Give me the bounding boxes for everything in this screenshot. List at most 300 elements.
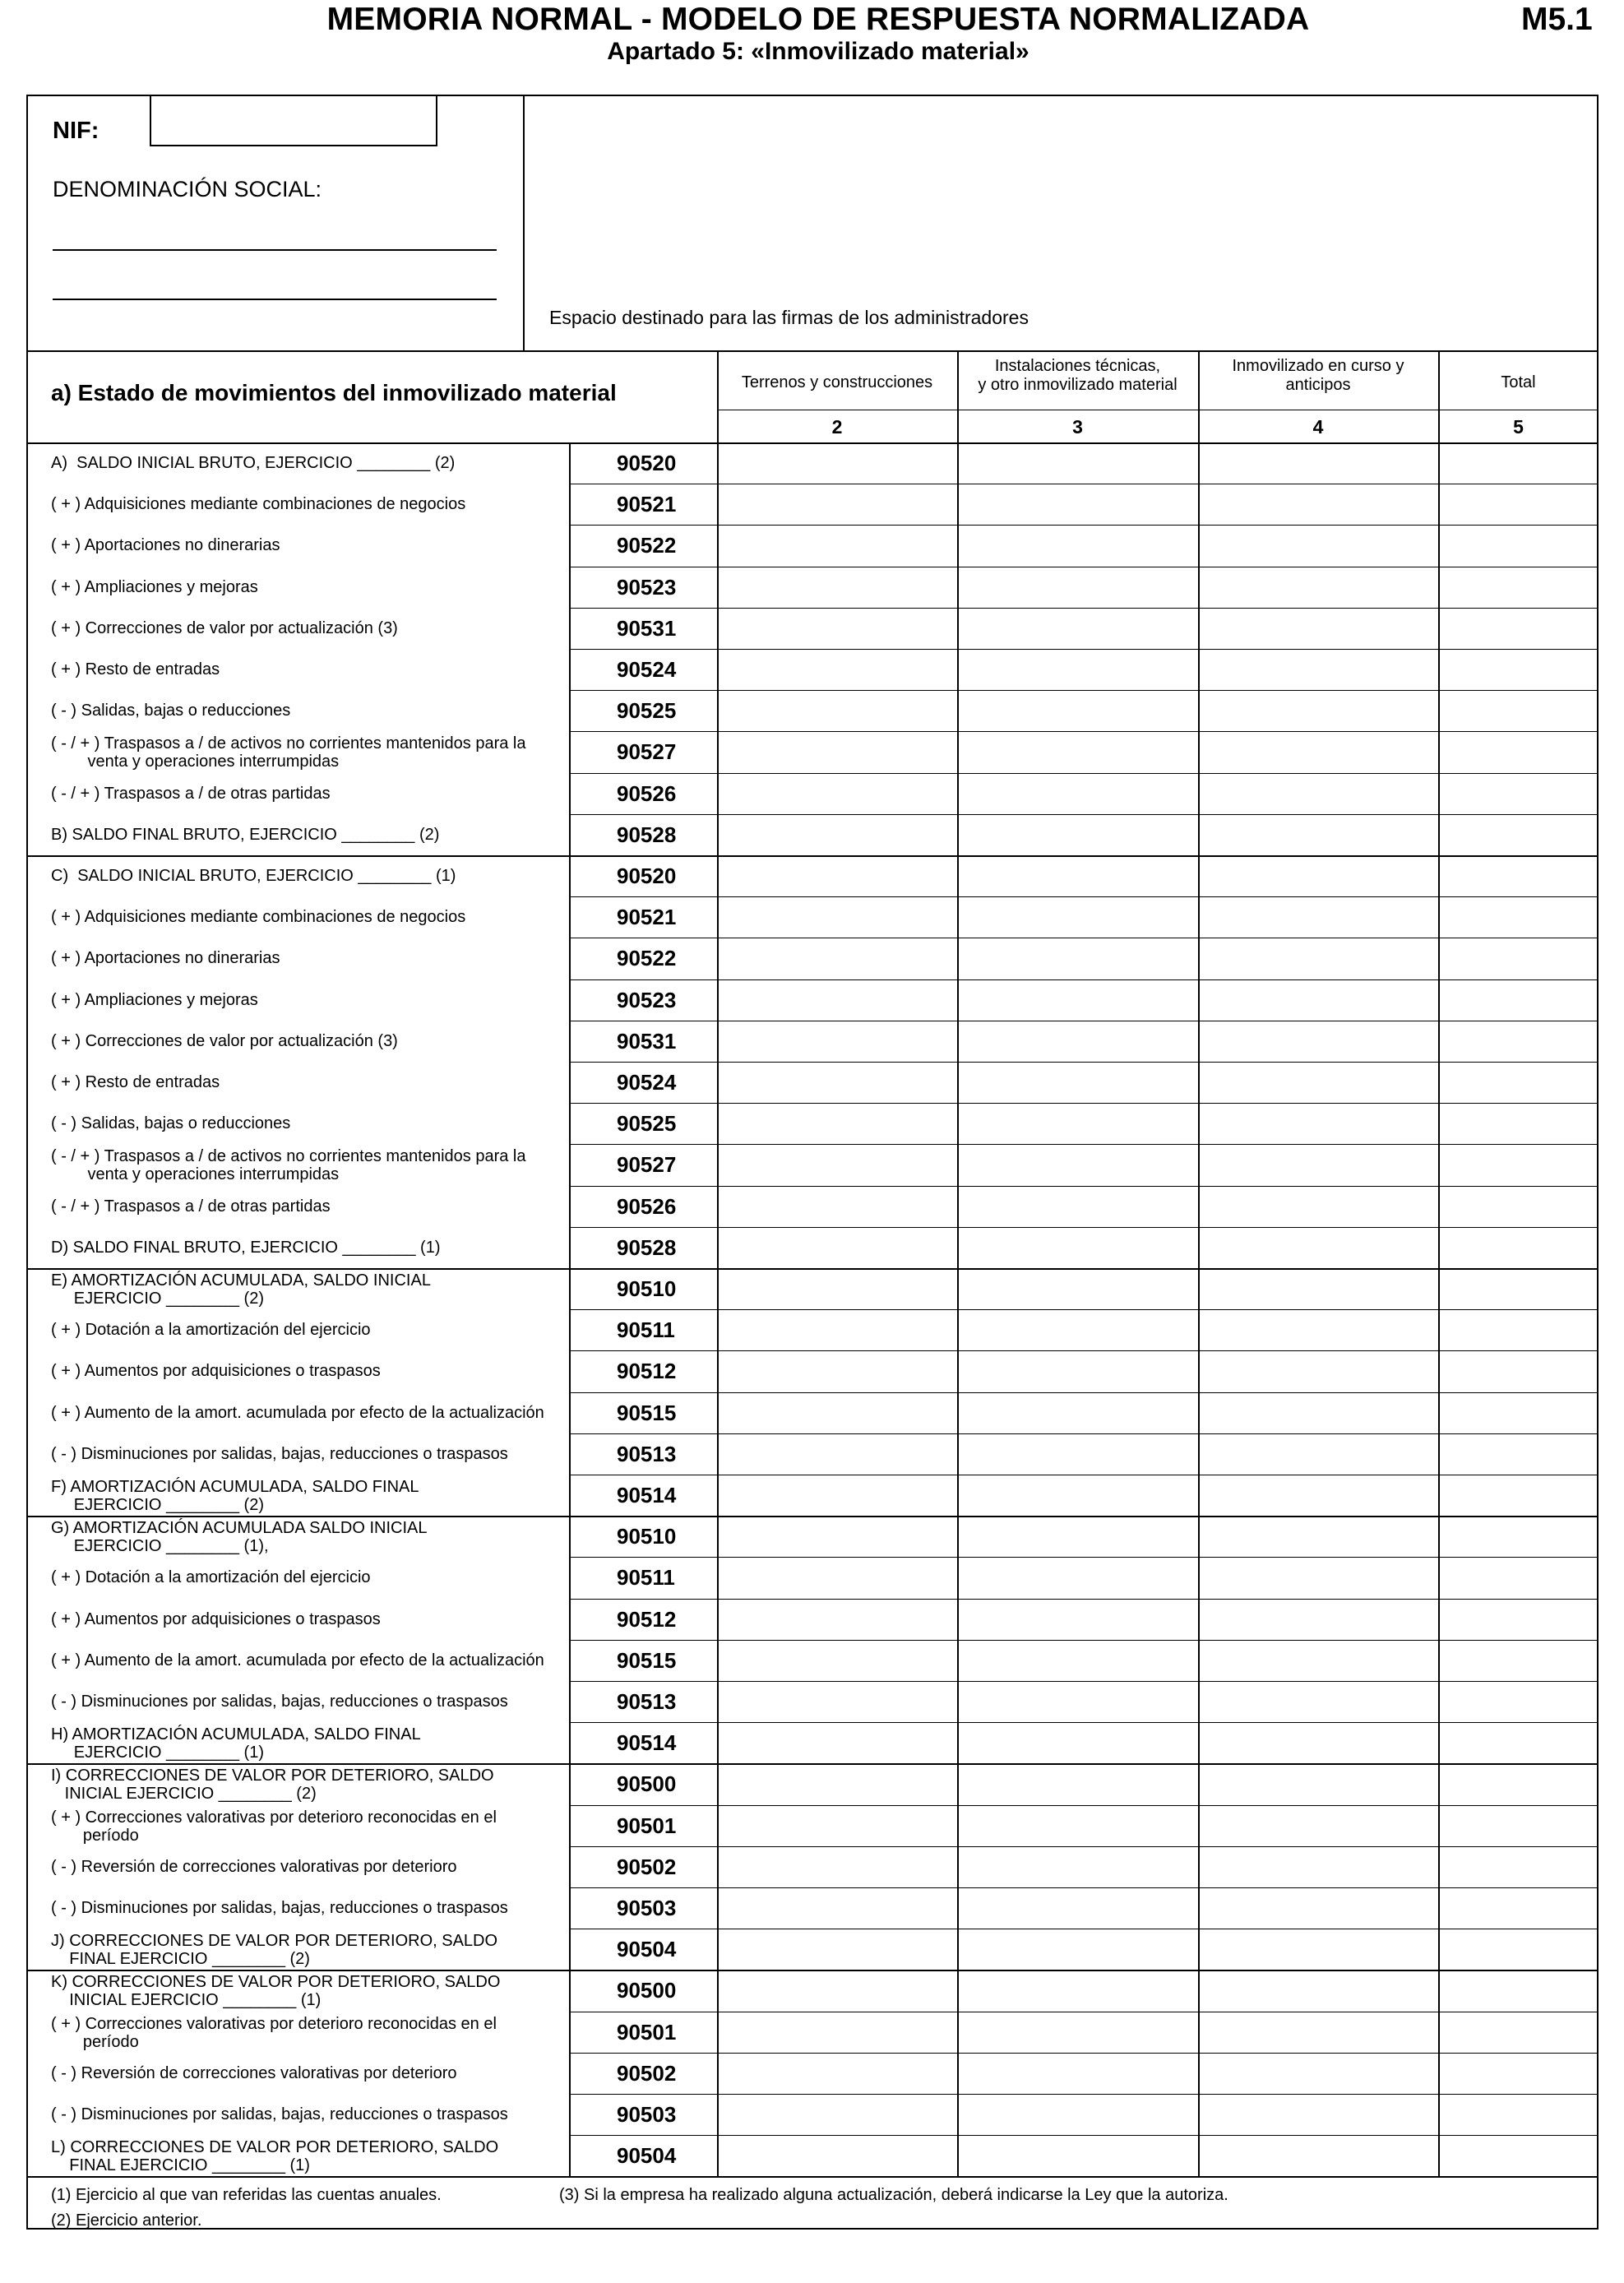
row-label: ( - ) Salidas, bajas o reducciones <box>51 702 291 720</box>
column-header: Terrenos y construcciones <box>741 373 933 391</box>
row-divider <box>569 1309 1599 1310</box>
row-code: 90514 <box>617 1730 677 1756</box>
value-cell[interactable] <box>959 1435 1196 1473</box>
footnote-1: (1) Ejercicio al que van referidas las cuentas anuales. <box>51 2186 442 2204</box>
value-cell[interactable] <box>1440 1807 1597 1845</box>
row-code: 90523 <box>617 987 677 1012</box>
row-code: 90515 <box>617 1400 677 1425</box>
value-cell[interactable] <box>959 733 1196 771</box>
value-cell[interactable] <box>1440 1022 1597 1060</box>
value-cell[interactable] <box>719 1807 955 1845</box>
row-divider <box>569 1144 1599 1145</box>
value-cell[interactable] <box>1200 1642 1437 1679</box>
value-cell[interactable] <box>959 981 1196 1019</box>
row-code: 90526 <box>617 780 677 806</box>
value-cell[interactable] <box>1200 1188 1437 1225</box>
value-cell[interactable] <box>959 857 1196 895</box>
value-cell[interactable] <box>1200 1104 1437 1142</box>
value-cell[interactable] <box>1440 692 1597 729</box>
value-cell[interactable] <box>1440 485 1597 523</box>
footnote-3: (3) Si la empresa ha realizado alguna actualización, deberá indicarse la Ley que la autoriza. <box>559 2186 1228 2204</box>
value-cell[interactable] <box>1200 1889 1437 1927</box>
row-label: ( + ) Aumentos por adquisiciones o traspasos <box>51 1609 381 1628</box>
value-cell[interactable] <box>1200 1022 1437 1060</box>
value-cell[interactable] <box>1200 1435 1437 1473</box>
row-label: ( + ) Correcciones valorativas por deterioro reconocidas en el período <box>51 1808 497 1845</box>
row-code: 90520 <box>617 864 677 888</box>
value-cell[interactable] <box>1200 816 1437 854</box>
value-cell[interactable] <box>1440 1848 1597 1886</box>
value-cell[interactable] <box>1440 1683 1597 1720</box>
value-cell[interactable] <box>959 816 1196 854</box>
value-cell[interactable] <box>959 939 1196 977</box>
value-cell[interactable] <box>1200 1517 1437 1555</box>
row-label: L) CORRECCIONES DE VALOR POR DETERIORO, SALDO FINAL EJERCICIO ________ (1) <box>51 2138 499 2175</box>
value-cell[interactable] <box>959 2013 1196 2051</box>
table-bottom <box>26 2176 1599 2178</box>
denominacion-line-2[interactable] <box>53 299 497 300</box>
column-header: Total <box>1501 373 1536 391</box>
value-cell[interactable] <box>1440 939 1597 977</box>
value-cell[interactable] <box>1440 609 1597 647</box>
value-cell[interactable] <box>1200 898 1437 936</box>
value-cell[interactable] <box>1200 1765 1437 1803</box>
row-divider <box>569 814 1599 815</box>
row-label: C) SALDO INICIAL BRUTO, EJERCICIO ________ (1) <box>51 867 456 885</box>
value-cell[interactable] <box>959 1270 1196 1308</box>
value-cell[interactable] <box>719 1476 955 1514</box>
value-cell[interactable] <box>959 1517 1196 1555</box>
value-cell[interactable] <box>1440 1724 1597 1762</box>
value-cell[interactable] <box>1200 775 1437 813</box>
row-label: ( + ) Correcciones de valor por actualización (3) <box>51 618 398 637</box>
row-code: 90527 <box>617 739 677 765</box>
column-header: Instalaciones técnicas, y otro inmovilizado material <box>978 357 1178 394</box>
form-header <box>0 0 1624 65</box>
value-cell[interactable] <box>1200 485 1437 523</box>
value-cell[interactable] <box>1200 2013 1437 2051</box>
nif-label: NIF: <box>53 118 99 144</box>
form-code: M5.1 <box>1521 2 1593 37</box>
row-label: ( + ) Aumento de la amort. acumulada por efecto de la actualización <box>51 1651 544 1669</box>
row-code: 90510 <box>617 1524 677 1549</box>
value-cell[interactable] <box>719 733 955 771</box>
value-cell[interactable] <box>1200 568 1437 606</box>
value-cell[interactable] <box>1200 1229 1437 1267</box>
value-cell[interactable] <box>1200 981 1437 1019</box>
value-cell[interactable] <box>1200 1724 1437 1762</box>
value-cell[interactable] <box>959 1104 1196 1142</box>
row-code: 90501 <box>617 2019 677 2045</box>
value-cell[interactable] <box>959 1063 1196 1101</box>
value-cell[interactable] <box>1440 526 1597 564</box>
row-label: ( + ) Resto de entradas <box>51 1073 220 1091</box>
denominacion-line-1[interactable] <box>53 249 497 251</box>
value-cell[interactable] <box>719 1311 955 1349</box>
value-cell[interactable] <box>959 1352 1196 1390</box>
value-cell[interactable] <box>1440 568 1597 606</box>
footnote-2: (2) Ejercicio anterior. <box>51 2211 202 2230</box>
value-cell[interactable] <box>959 568 1196 606</box>
row-label: ( - / + ) Traspasos a / de activos no corrientes mantenidos para la venta y operaciones interrumpidas <box>51 1147 526 1184</box>
row-label: ( + ) Ampliaciones y mejoras <box>51 577 258 596</box>
value-cell[interactable] <box>1440 2095 1597 2133</box>
value-cell[interactable] <box>1440 1476 1597 1514</box>
value-cell[interactable] <box>959 2054 1196 2092</box>
value-cell[interactable] <box>1200 609 1437 647</box>
value-cell[interactable] <box>719 2013 955 2051</box>
row-code: 90515 <box>617 1647 677 1673</box>
value-cell[interactable] <box>1440 651 1597 688</box>
identification-panel <box>26 95 525 352</box>
value-cell[interactable] <box>719 1022 955 1060</box>
value-cell[interactable] <box>719 1889 955 1927</box>
value-cell[interactable] <box>719 1971 955 2009</box>
value-cell[interactable] <box>959 1724 1196 1762</box>
row-label: ( - ) Disminuciones por salidas, bajas, reducciones o traspasos <box>51 2105 508 2123</box>
value-cell[interactable] <box>1440 1311 1597 1349</box>
value-cell[interactable] <box>959 1600 1196 1638</box>
row-label: G) AMORTIZACIÓN ACUMULADA SALDO INICIAL EJERCICIO ________ (1), <box>51 1519 428 1556</box>
column-header: Inmovilizado en curso y anticipos <box>1232 357 1404 394</box>
row-label: D) SALDO FINAL BRUTO, EJERCICIO ________ (1) <box>51 1238 441 1257</box>
value-cell[interactable] <box>719 816 955 854</box>
row-code: 90523 <box>617 574 677 600</box>
row-divider <box>569 1227 1599 1228</box>
column-number: 5 <box>1513 416 1524 438</box>
row-label: ( + ) Dotación a la amortización del ejercicio <box>51 1568 371 1587</box>
value-cell[interactable] <box>1440 1558 1597 1596</box>
value-cell[interactable] <box>1440 816 1597 854</box>
column-number: 4 <box>1312 416 1324 438</box>
row-label: ( + ) Adquisiciones mediante combinaciones de negocios <box>51 908 466 927</box>
column-number: 3 <box>1072 416 1083 438</box>
row-label: ( - ) Disminuciones por salidas, bajas, reducciones o traspasos <box>51 1444 508 1463</box>
value-cell[interactable] <box>959 1311 1196 1349</box>
row-label: H) AMORTIZACIÓN ACUMULADA, SALDO FINAL EJERCICIO ________ (1) <box>51 1725 421 1762</box>
value-cell[interactable] <box>1200 1311 1437 1349</box>
value-cell[interactable] <box>1440 2054 1597 2092</box>
value-cell[interactable] <box>1200 1683 1437 1720</box>
value-cell[interactable] <box>1440 1517 1597 1555</box>
value-cell[interactable] <box>719 1352 955 1390</box>
value-cell[interactable] <box>1440 1188 1597 1225</box>
value-cell[interactable] <box>719 1104 955 1142</box>
value-cell[interactable] <box>1200 692 1437 729</box>
value-cell[interactable] <box>719 1642 955 1679</box>
value-cell[interactable] <box>1200 2054 1437 2092</box>
value-cell[interactable] <box>959 1765 1196 1803</box>
value-cell[interactable] <box>1200 1807 1437 1845</box>
value-cell[interactable] <box>1200 939 1437 977</box>
value-cell[interactable] <box>1440 1270 1597 1308</box>
value-cell[interactable] <box>1200 1352 1437 1390</box>
value-cell[interactable] <box>1200 1930 1437 1968</box>
value-cell[interactable] <box>1440 981 1597 1019</box>
value-cell[interactable] <box>1200 651 1437 688</box>
form-title: MEMORIA NORMAL - MODELO DE RESPUESTA NORMALIZADA <box>326 2 1310 37</box>
value-cell[interactable] <box>959 1394 1196 1432</box>
row-code: 90502 <box>617 1854 677 1879</box>
value-cell[interactable] <box>1440 1600 1597 1638</box>
row-code: 90512 <box>617 1606 677 1632</box>
value-cell[interactable] <box>719 939 955 977</box>
row-divider <box>569 1805 1599 1806</box>
row-code: 90513 <box>617 1689 677 1714</box>
row-code: 90511 <box>617 1565 675 1591</box>
value-cell[interactable] <box>959 651 1196 688</box>
value-cell[interactable] <box>1200 857 1437 895</box>
signature-panel[interactable] <box>525 95 1599 352</box>
row-code: 90502 <box>617 2060 677 2086</box>
value-cell[interactable] <box>959 1971 1196 2009</box>
value-cell[interactable] <box>1200 1971 1437 2009</box>
row-code: 90528 <box>617 1234 677 1260</box>
value-cell[interactable] <box>959 1022 1196 1060</box>
value-cell[interactable] <box>719 1930 955 1968</box>
value-cell[interactable] <box>1200 444 1437 482</box>
value-cell[interactable] <box>959 1558 1196 1596</box>
row-divider <box>569 1062 1599 1063</box>
row-code: 90524 <box>617 657 677 682</box>
row-code: 90521 <box>617 492 677 517</box>
value-cell[interactable] <box>719 1063 955 1101</box>
row-label: ( + ) Aumento de la amort. acumulada por efecto de la actualización <box>51 1403 544 1422</box>
row-code: 90501 <box>617 1813 677 1838</box>
value-cell[interactable] <box>1440 1642 1597 1679</box>
value-cell[interactable] <box>1440 1435 1597 1473</box>
row-divider <box>569 690 1599 691</box>
value-cell[interactable] <box>1440 898 1597 936</box>
row-divider <box>569 2094 1599 2095</box>
value-cell[interactable] <box>959 444 1196 482</box>
row-divider <box>569 1186 1599 1187</box>
value-cell[interactable] <box>1200 1600 1437 1638</box>
row-label: ( - / + ) Traspasos a / de otras partidas <box>51 1197 331 1216</box>
row-code: 90531 <box>617 1028 677 1054</box>
value-cell[interactable] <box>1440 1394 1597 1432</box>
value-cell[interactable] <box>959 2095 1196 2133</box>
value-cell[interactable] <box>1440 1229 1597 1267</box>
row-label: ( + ) Adquisiciones mediante combinaciones de negocios <box>51 495 466 514</box>
row-code: 90525 <box>617 698 677 724</box>
row-label: ( - ) Reversión de correcciones valorativas por deterioro <box>51 1857 457 1876</box>
row-code: 90504 <box>617 1937 677 1962</box>
row-divider <box>569 1103 1599 1104</box>
row-code: 90503 <box>617 1896 677 1920</box>
row-label: A) SALDO INICIAL BRUTO, EJERCICIO ________ (2) <box>51 454 456 472</box>
value-cell[interactable] <box>1200 733 1437 771</box>
row-divider <box>569 773 1599 774</box>
value-cell[interactable] <box>1200 1146 1437 1183</box>
value-cell[interactable] <box>1440 1146 1597 1183</box>
row-label: ( - ) Reversión de correcciones valorativas por deterioro <box>51 2063 457 2082</box>
row-code: 90528 <box>617 822 677 847</box>
row-label: ( + ) Aumentos por adquisiciones o traspasos <box>51 1362 381 1381</box>
value-cell[interactable] <box>1200 1476 1437 1514</box>
row-label: ( + ) Aportaciones no dinerarias <box>51 949 280 968</box>
value-cell[interactable] <box>959 1188 1196 1225</box>
value-cell[interactable] <box>1200 1394 1437 1432</box>
row-code: 90510 <box>617 1276 677 1301</box>
value-cell[interactable] <box>1440 1765 1597 1803</box>
value-cell[interactable] <box>1440 1352 1597 1390</box>
value-cell[interactable] <box>959 775 1196 813</box>
value-cell[interactable] <box>719 1765 955 1803</box>
value-cell[interactable] <box>719 568 955 606</box>
value-cell[interactable] <box>719 1724 955 1762</box>
row-code: 90526 <box>617 1193 677 1219</box>
value-cell[interactable] <box>1440 857 1597 895</box>
value-cell[interactable] <box>1440 1063 1597 1101</box>
row-code: 90520 <box>617 451 677 475</box>
value-cell[interactable] <box>959 692 1196 729</box>
value-cell[interactable] <box>1200 2137 1437 2174</box>
value-cell[interactable] <box>959 1889 1196 1927</box>
row-code: 90512 <box>617 1359 677 1384</box>
row-code: 90514 <box>617 1483 677 1507</box>
row-label: B) SALDO FINAL BRUTO, EJERCICIO ________ (2) <box>51 825 440 844</box>
row-divider <box>569 608 1599 609</box>
row-code: 90531 <box>617 615 677 641</box>
value-cell[interactable] <box>1200 526 1437 564</box>
row-divider <box>569 1887 1599 1888</box>
row-divider <box>569 731 1599 732</box>
row-label: ( - ) Salidas, bajas o reducciones <box>51 1114 291 1133</box>
row-divider <box>569 1433 1599 1434</box>
value-cell[interactable] <box>1200 1063 1437 1101</box>
value-cell[interactable] <box>719 1394 955 1432</box>
value-cell[interactable] <box>1440 1104 1597 1142</box>
value-cell[interactable] <box>959 1642 1196 1679</box>
row-label: K) CORRECCIONES DE VALOR POR DETERIORO, SALDO INICIAL EJERCICIO ________ (1) <box>51 1973 501 2010</box>
value-cell[interactable] <box>959 1476 1196 1514</box>
value-cell[interactable] <box>719 692 955 729</box>
value-cell[interactable] <box>719 485 955 523</box>
value-cell[interactable] <box>1440 2013 1597 2051</box>
row-label: ( - / + ) Traspasos a / de otras partidas <box>51 784 331 803</box>
row-divider <box>569 525 1599 526</box>
value-cell[interactable] <box>1440 444 1597 482</box>
row-label: ( + ) Correcciones valorativas por deterioro reconocidas en el período <box>51 2014 497 2051</box>
value-cell[interactable] <box>1440 2137 1597 2174</box>
row-code: 90500 <box>617 1978 677 2003</box>
value-cell[interactable] <box>719 1146 955 1183</box>
row-code: 90525 <box>617 1111 677 1137</box>
value-cell[interactable] <box>959 526 1196 564</box>
value-cell[interactable] <box>1440 775 1597 813</box>
value-cell[interactable] <box>719 898 955 936</box>
value-cell[interactable] <box>1200 2095 1437 2133</box>
signature-label: Espacio destinado para las firmas de los administradores <box>549 307 1029 328</box>
row-label: ( + ) Aportaciones no dinerarias <box>51 536 280 555</box>
value-cell[interactable] <box>719 2054 955 2092</box>
value-cell[interactable] <box>719 1270 955 1308</box>
value-cell[interactable] <box>719 775 955 813</box>
value-cell[interactable] <box>719 1229 955 1267</box>
value-cell[interactable] <box>719 1435 955 1473</box>
row-code: 90521 <box>617 905 677 930</box>
value-cell[interactable] <box>719 2137 955 2174</box>
value-cell[interactable] <box>1200 1270 1437 1308</box>
row-code: 90500 <box>617 1771 677 1797</box>
section-title: a) Estado de movimientos del inmovilizado material <box>51 380 617 405</box>
row-divider <box>569 1557 1599 1558</box>
row-code: 90522 <box>617 946 677 971</box>
row-label: ( + ) Correcciones de valor por actualización (3) <box>51 1031 398 1050</box>
value-cell[interactable] <box>959 609 1196 647</box>
value-cell[interactable] <box>959 1807 1196 1845</box>
value-cell[interactable] <box>719 1517 955 1555</box>
row-label: F) AMORTIZACIÓN ACUMULADA, SALDO FINAL EJERCICIO ________ (2) <box>51 1478 419 1514</box>
value-cell[interactable] <box>1200 1558 1437 1596</box>
row-code: 90504 <box>617 2143 677 2169</box>
value-cell[interactable] <box>1440 733 1597 771</box>
row-code: 90511 <box>617 1317 675 1343</box>
value-cell[interactable] <box>959 1229 1196 1267</box>
value-cell[interactable] <box>719 1848 955 1886</box>
value-cell[interactable] <box>1440 1889 1597 1927</box>
value-cell[interactable] <box>719 2095 955 2133</box>
row-divider <box>569 1722 1599 1723</box>
header-col-divider <box>717 352 719 442</box>
value-cell[interactable] <box>719 981 955 1019</box>
value-cell[interactable] <box>719 651 955 688</box>
row-code: 90503 <box>617 2102 677 2127</box>
value-cell[interactable] <box>1200 1848 1437 1886</box>
row-code: 90524 <box>617 1070 677 1095</box>
denominacion-label: DENOMINACIÓN SOCIAL: <box>53 177 322 201</box>
value-cell[interactable] <box>1440 1971 1597 2009</box>
value-cell[interactable] <box>959 898 1196 936</box>
value-cell[interactable] <box>1440 1930 1597 1968</box>
nif-field[interactable] <box>150 95 437 146</box>
row-code: 90522 <box>617 533 677 558</box>
value-cell[interactable] <box>719 1188 955 1225</box>
row-label: ( - / + ) Traspasos a / de activos no corrientes mantenidos para la venta y operaciones interrumpidas <box>51 734 526 771</box>
value-cell[interactable] <box>959 2137 1196 2174</box>
value-cell[interactable] <box>719 1558 955 1596</box>
value-cell[interactable] <box>959 485 1196 523</box>
value-cell[interactable] <box>959 1848 1196 1886</box>
row-label: ( - ) Disminuciones por salidas, bajas, reducciones o traspasos <box>51 1693 508 1711</box>
value-cell[interactable] <box>719 444 955 482</box>
row-label: J) CORRECCIONES DE VALOR POR DETERIORO, SALDO FINAL EJERCICIO ________ (2) <box>51 1932 498 1969</box>
value-cell[interactable] <box>959 1146 1196 1183</box>
value-cell[interactable] <box>719 1683 955 1720</box>
form-subtitle: Apartado 5: «Inmovilizado material» <box>607 38 1029 65</box>
value-cell[interactable] <box>719 1600 955 1638</box>
value-cell[interactable] <box>719 526 955 564</box>
value-cell[interactable] <box>719 609 955 647</box>
row-label: E) AMORTIZACIÓN ACUMULADA, SALDO INICIAL EJERCICIO ________ (2) <box>51 1271 431 1308</box>
row-label: I) CORRECCIONES DE VALOR POR DETERIORO, SALDO INICIAL EJERCICIO ________ (2) <box>51 1767 494 1804</box>
header-col-divider <box>1198 352 1200 442</box>
row-divider <box>569 2135 1599 2136</box>
row-label: ( - ) Disminuciones por salidas, bajas, reducciones o traspasos <box>51 1899 508 1917</box>
row-divider <box>569 649 1599 650</box>
row-divider <box>569 979 1599 980</box>
column-number: 2 <box>831 416 843 438</box>
row-divider <box>569 1350 1599 1351</box>
row-divider <box>569 1640 1599 1641</box>
value-cell[interactable] <box>959 1683 1196 1720</box>
row-code: 90513 <box>617 1441 677 1466</box>
value-cell[interactable] <box>959 1930 1196 1968</box>
row-label: ( + ) Dotación a la amortización del ejercicio <box>51 1321 371 1340</box>
value-cell[interactable] <box>719 857 955 895</box>
header-col-divider <box>957 352 959 442</box>
